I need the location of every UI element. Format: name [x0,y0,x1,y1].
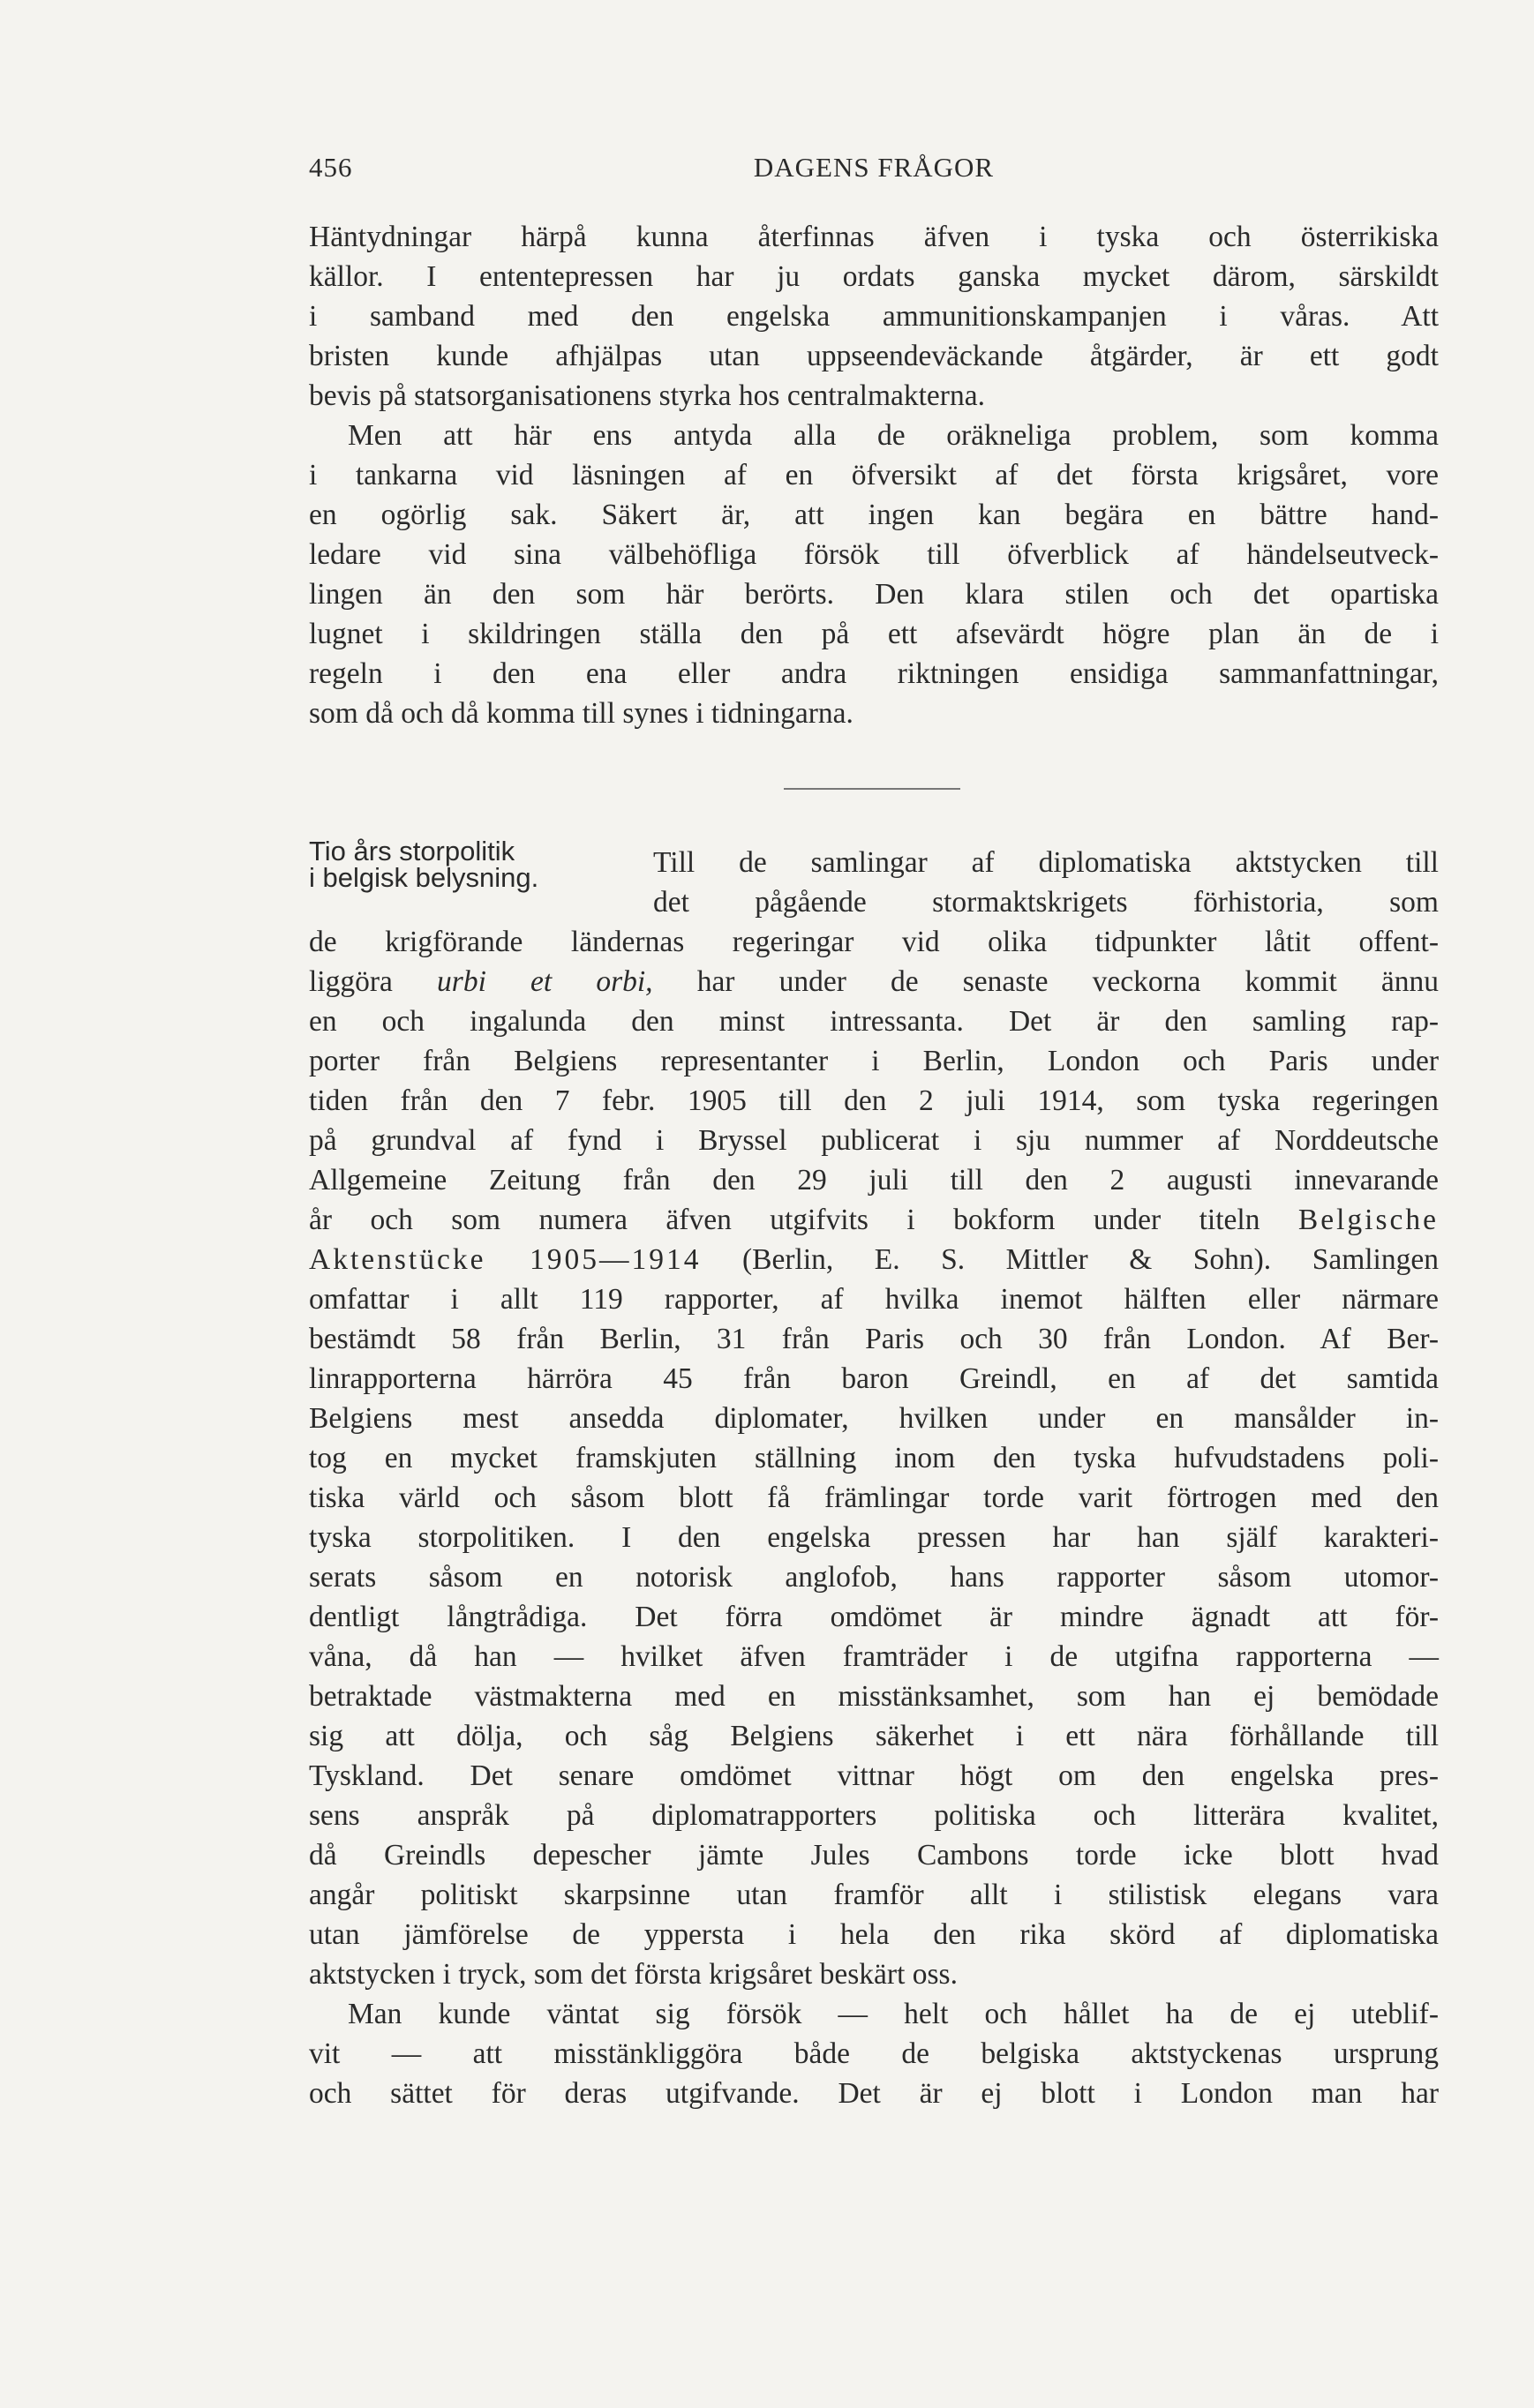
text-line: lugnet i skildringen ställa den på ett afsevärdt högre plan än de i [309,618,1439,650]
text-line: Aktenstücke 1905—1914 (Berlin, E. S. Mittler & Sohn). Samlingen [309,1243,1439,1276]
text-line: angår politiskt skarpsinne utan framför allt i stilistisk elegans vara [309,1879,1439,1911]
text-line: sens anspråk på diplomatrapporters politiska och litterära kvalitet, [309,1799,1439,1832]
text-line: tog en mycket framskjuten ställning inom den tyska hufvudstadens poli- [309,1442,1439,1474]
text-line: serats såsom en notorisk anglofob, hans rapporter såsom utomor- [309,1561,1439,1594]
paragraph-3-opening [653,843,1439,922]
text-line: ledare vid sina välbehöfliga försök till öfverblick af händelseutveck- [309,538,1439,571]
text-line: Men att här ens antyda alla de oräkneliga problem, som komma [348,419,1439,452]
text-line: bestämdt 58 från Berlin, 31 från Paris och 30 från London. Af Ber- [309,1323,1439,1355]
text-line: en och ingalunda den minst intressanta. Det är den samling rap- [309,1005,1439,1038]
text-line: Belgiens mest ansedda diplomater, hvilken under en mansålder in- [309,1402,1439,1435]
page-header [309,152,1439,196]
text-line: bristen kunde afhjälpas utan uppseendeväckande åtgärder, är ett godt [309,340,1439,372]
text-line: det pågående stormaktskrigets förhistoria, som [653,886,1439,919]
text-line: Till de samlingar af diplomatiska aktstycken till [653,846,1439,879]
text-line: omfattar i allt 119 rapporter, af hvilka inemot hälften eller närmare [309,1283,1439,1316]
text-line: liggöra urbi et orbi, har under de senaste veckorna kommit ännu [309,965,1440,998]
text-line: bevis på statsorganisationens styrka hos centralmakterna. [309,379,985,412]
italic-phrase: urbi et orbi, [437,965,653,998]
section-divider [784,788,960,790]
spaced-title: Aktenstücke 1905—1914 [309,1243,702,1276]
text-line: betraktade västmakterna med en misstänksamhet, som han ej bemödade [309,1680,1439,1713]
text-line: regeln i den ena eller andra riktningen ensidiga sammanfattningar, [309,657,1439,690]
marginal-heading-line-2: i belgisk belysning. [309,862,539,893]
text-line: tyska storpolitiken. I den engelska pressen har han själf karakteri- [309,1521,1439,1554]
text-line: Tyskland. Det senare omdömet vittnar högt om den engelska pres- [309,1759,1439,1792]
text-line: Allgemeine Zeitung från den 29 juli till den 2 augusti innevarande [309,1164,1439,1196]
text-line: då Greindls depescher jämte Jules Cambons torde icke blott hvad [309,1839,1439,1872]
text-line: och sättet för deras utgifvande. Det är ej blott i London man har [309,2077,1439,2110]
text-line: som då och då komma till synes i tidningarna. [309,697,853,730]
text-line: Häntydningar härpå kunna återfinnas äfven i tyska och österrikiska [309,221,1439,253]
paragraph-2 [309,416,1439,733]
text-line: källor. I ententepressen har ju ordats ganska mycket därom, särskildt [309,260,1439,293]
text-line: porter från Belgiens representanter i Berlin, London och Paris under [309,1045,1439,1077]
text-line: en ogörlig sak. Säkert är, att ingen kan begära en bättre hand- [309,499,1439,531]
text-line: Man kunde väntat sig försök — helt och hållet ha de ej uteblif- [348,1998,1439,2030]
marginal-heading [309,838,635,891]
text-line: vit — att misstänkliggöra både de belgiska aktstyckenas ursprung [309,2037,1439,2070]
spaced-title: Belgische [1297,1204,1439,1236]
paragraph-3 [309,922,1439,1994]
text-line: de krigförande ländernas regeringar vid olika tidpunkter låtit offent- [309,926,1439,958]
text-line: våna, då han — hvilket äfven framträder i de utgifna rapporterna — [309,1640,1439,1673]
marginal-heading-line-1: Tio års storpolitik [309,836,515,866]
text-line: sig att dölja, och såg Belgiens säkerhet i ett nära förhållande till [309,1720,1439,1752]
paragraph-4 [309,1994,1439,2113]
text-line: aktstycken i tryck, som det första krigsåret beskärt oss. [309,1958,958,1991]
text-line: lingen än den som här berörts. Den klara stilen och det opartiska [309,578,1439,611]
text-line: i samband med den engelska ammunitionskampanjen i våras. Att [309,300,1439,333]
text-line: i tankarna vid läsningen af en öfversikt af det första krigsåret, vore [309,459,1439,491]
running-head: DAGENS FRÅGOR [753,152,995,183]
paragraph-1 [309,217,1439,416]
text-line: på grundval af fynd i Bryssel publicerat i sju nummer af Norddeutsche [309,1124,1439,1157]
page-number: 456 [309,152,353,183]
text-line: år och som numera äfven utgifvits i bokform under titeln Belgische [309,1204,1439,1236]
text-line: tiden från den 7 febr. 1905 till den 2 juli 1914, som tyska regeringen [309,1084,1439,1117]
text-line: dentligt långtrådiga. Det förra omdömet är mindre ägnadt att för- [309,1601,1439,1633]
text-line: linrapporterna härröra 45 från baron Greindl, en af det samtida [309,1362,1439,1395]
text-line: utan jämförelse de yppersta i hela den rika skörd af diplomatiska [309,1918,1439,1951]
text-line: tiska värld och såsom blott få främlingar torde varit förtrogen med den [309,1482,1439,1514]
